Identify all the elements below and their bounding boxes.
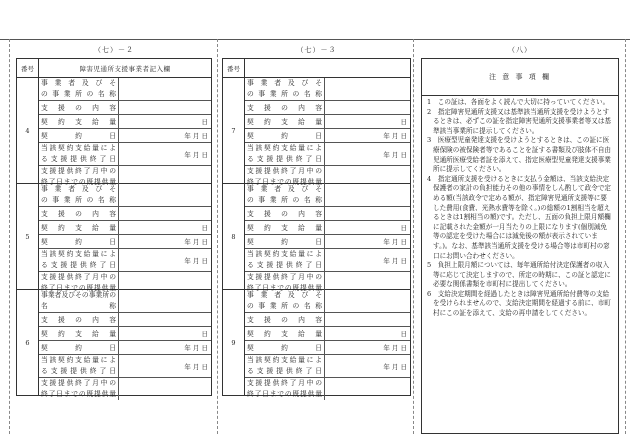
field-label-line: る 支 援 提 供 終 了 日	[247, 367, 322, 375]
entry-number: 8	[223, 184, 245, 289]
entry-fields	[245, 184, 410, 292]
field-value[interactable]	[119, 290, 211, 312]
field-value[interactable]	[119, 313, 211, 326]
field-value[interactable]	[325, 290, 410, 312]
form-field	[39, 235, 211, 249]
form-field	[39, 221, 211, 235]
field-label-line: る 支 援 提 供 終 了 日	[247, 261, 322, 269]
field-label-line: 契 約 支 給 量	[247, 224, 322, 232]
field-label-line: の 事 業 所 の 名 称	[247, 90, 322, 98]
field-label	[39, 115, 119, 128]
field-label-line: 支 援 の 内 容	[247, 316, 322, 324]
field-label-line: 支援提供終了月中の	[41, 167, 116, 175]
form-field	[39, 184, 211, 207]
note-item: 5 負担上限月額については、毎年通所給付決定保護者の収入等に応じて決定しますので、所定の時期に、この証と認定に必要な関係書類を市町村に提出してください。	[427, 261, 611, 289]
note-item: 2 指定障害児通所支援又は基準該当通所支援を受けようとするときは、必ずこの証を指定障害児通所支援事業者等又は基準該当事業所に提示してください。	[427, 107, 612, 135]
field-label	[245, 115, 325, 128]
field-label	[39, 355, 119, 377]
field-label-line: 事 業 者 及 び そ	[247, 79, 322, 87]
field-label-line: 事 業 者 及 び そ	[41, 185, 116, 193]
form-field	[245, 249, 410, 272]
field-label	[39, 78, 119, 100]
field-label-line: 支 援 の 内 容	[41, 104, 116, 112]
cut-line-far-right	[625, 39, 626, 434]
field-label-line: 支 援 の 内 容	[247, 210, 322, 218]
entry-block	[223, 78, 410, 184]
field-label-line: 支援提供終了月中の	[247, 167, 322, 175]
cut-line-right	[413, 39, 414, 434]
form-field	[39, 78, 211, 101]
notes-panel	[421, 58, 619, 434]
field-value[interactable]: 年 月 日	[184, 344, 208, 352]
field-value[interactable]: 年 月 日	[184, 362, 208, 371]
provider-entry-header	[245, 59, 410, 77]
field-value[interactable]: 年 月 日	[383, 362, 407, 371]
field-label	[39, 378, 119, 400]
field-label-line: 当該契約支給量によ	[41, 356, 116, 364]
form-field	[39, 143, 211, 166]
field-label	[39, 290, 119, 312]
form-field	[245, 143, 410, 166]
field-label	[39, 101, 119, 114]
field-value[interactable]: 年 月 日	[184, 132, 208, 140]
form-field	[39, 115, 211, 129]
field-label-line: 契 約 日	[247, 238, 322, 246]
field-label-line: 事 業 者 及 び そ	[247, 185, 322, 193]
form-panel-7-2	[16, 58, 212, 396]
header-row	[17, 59, 211, 78]
field-value[interactable]: 年 月 日	[383, 150, 407, 159]
field-label-line: 契 約 日	[247, 132, 322, 140]
field-label	[39, 207, 119, 220]
field-label-line: 事 業 者 及 び そ	[247, 291, 322, 299]
field-value[interactable]	[325, 313, 410, 326]
field-label-line: 支援提供終了月中の	[247, 273, 322, 281]
entry-block	[17, 184, 211, 290]
field-label	[245, 378, 325, 400]
field-label	[245, 101, 325, 114]
field-value[interactable]: 日	[400, 224, 407, 232]
field-label-line: 事 業 者 及 び そ	[41, 79, 116, 87]
form-field	[245, 313, 410, 327]
field-label-line: る 支 援 提 供 終 了 日	[41, 261, 116, 269]
field-label-line: 契 約 日	[247, 344, 322, 352]
note-item: 1 この証は、各面をよく読んで大切に持っていてください。	[427, 98, 610, 106]
field-value[interactable]: 年 月 日	[184, 150, 208, 159]
field-value[interactable]	[119, 207, 211, 220]
field-value[interactable]	[325, 378, 410, 400]
notes-title: （八）	[508, 46, 532, 54]
field-label-line: 契 約 日	[41, 238, 116, 246]
field-value[interactable]: 日	[400, 330, 407, 338]
field-value[interactable]	[325, 78, 410, 100]
field-label	[39, 249, 119, 271]
form-field	[245, 327, 410, 341]
provider-entry-header: 障害児通所支援事業者記入欄	[79, 64, 171, 73]
field-label-line: 支援提供終了月中の	[41, 273, 116, 281]
field-label-line: の 事 業 所 の 名 称	[41, 196, 116, 204]
field-label-line: の 事 業 所 の 名 称	[247, 302, 322, 310]
cut-line-mid	[217, 39, 218, 434]
form-field	[245, 290, 410, 313]
field-label-line: 契 約 支 給 量	[41, 330, 116, 338]
field-label	[245, 290, 325, 312]
note-item: 4 指定通所支援を受けるときに支払う金額は、当該支給決定保護者の家計の負担能力その他の事情をしん酌して政令で定める額(当該政令で定める額が、指定障害児通所支援等に要した費用(食費、光熱水費等を除く。)の総額の1割相当を超えるときは1割相当の額)です。ただし、五面の負担上限月額欄に記載された金額が一月当たりの上限になります(個別減免等の認定を受けた場合には減免後の額が表示されています。)。なお、基準該当通所支援を受ける場合等は市町村の窓口にお問い合わせください。	[427, 174, 612, 260]
form-field	[245, 115, 410, 129]
field-label-line: 契 約 支 給 量	[41, 118, 116, 126]
field-label	[39, 143, 119, 165]
form-field	[245, 341, 410, 355]
form-field	[245, 221, 410, 235]
field-label	[39, 221, 119, 234]
field-label-line: 終了日までの既提供量	[247, 284, 322, 292]
number-header: 番号	[17, 59, 39, 77]
field-label-line: 当該契約支給量によ	[247, 250, 322, 258]
entry-fields	[39, 290, 211, 398]
form-field	[245, 207, 410, 221]
form-field	[39, 378, 211, 400]
entry-block	[223, 290, 410, 398]
field-label	[39, 313, 119, 326]
entry-fields	[245, 290, 410, 398]
field-label	[39, 129, 119, 142]
field-value[interactable]: 年 月 日	[383, 344, 407, 352]
field-label-line: 当該契約支給量によ	[247, 356, 322, 364]
field-label-line: 支 援 の 内 容	[247, 104, 322, 112]
field-label	[39, 184, 119, 206]
field-label-line: 契 約 支 給 量	[247, 330, 322, 338]
field-value[interactable]	[325, 184, 410, 206]
field-label	[39, 327, 119, 340]
field-label	[245, 355, 325, 377]
field-label	[245, 184, 325, 206]
field-label-line: 支援提供終了月中の	[41, 379, 116, 387]
entry-number: 7	[223, 78, 245, 183]
cut-line-left	[9, 39, 10, 434]
entry-fields	[39, 78, 211, 186]
form-field	[39, 327, 211, 341]
form-field	[39, 355, 211, 378]
field-label-line: 契 約 支 給 量	[41, 224, 116, 232]
form-field	[39, 290, 211, 313]
note-item: 6 支給決定期間を経過したときは障害児通所給付費等の支給を受けられませんので、支給決定期間を経過する前に、市町村にこの証を添えて、支給の再申請をしてください。	[427, 289, 611, 318]
field-label	[245, 249, 325, 271]
field-label-line: る 支 援 提 供 終 了 日	[247, 155, 322, 163]
field-label	[39, 235, 119, 248]
field-value[interactable]: 年 月 日	[383, 132, 407, 140]
field-label	[245, 129, 325, 142]
field-label-line: 契 約 日	[41, 132, 116, 140]
page-top-edge	[0, 39, 630, 40]
form-field	[245, 378, 410, 400]
form-panel-7-3	[222, 58, 411, 396]
panel-title-7-3: （七）－３	[296, 46, 337, 54]
field-value[interactable]: 年 月 日	[184, 256, 208, 265]
field-value[interactable]	[325, 101, 410, 114]
field-label-line: 契 約 日	[41, 344, 116, 352]
field-label	[39, 341, 119, 354]
form-field	[39, 207, 211, 221]
entry-block	[223, 184, 410, 290]
field-label	[245, 143, 325, 165]
field-label	[245, 221, 325, 234]
field-label-line: る 支 援 提 供 終 了 日	[41, 367, 116, 375]
form-field	[245, 101, 410, 115]
field-value[interactable]	[119, 78, 211, 100]
entry-number: 5	[17, 184, 39, 289]
entry-fields	[39, 184, 211, 292]
field-value[interactable]: 日	[201, 330, 208, 338]
form-field	[39, 129, 211, 143]
field-label-line: る 支 援 提 供 終 了 日	[41, 155, 116, 163]
entry-fields	[245, 78, 410, 186]
notes-heading: 注 意 事 項 欄	[422, 59, 618, 96]
field-value[interactable]: 日	[201, 224, 208, 232]
form-field	[39, 341, 211, 355]
notes-body	[422, 96, 618, 319]
form-field	[245, 129, 410, 143]
field-label-line: 終了日までの既提供量	[247, 390, 322, 398]
field-label	[245, 341, 325, 354]
field-label-line: 名 称	[41, 302, 116, 310]
field-label	[245, 78, 325, 100]
field-label-line: 当該契約支給量によ	[41, 144, 116, 152]
field-label	[245, 235, 325, 248]
entry-block	[17, 290, 211, 398]
field-label-line: 終了日までの既提供量	[41, 178, 116, 186]
field-label-line: 当該契約支給量によ	[41, 250, 116, 258]
field-value[interactable]: 日	[400, 118, 407, 126]
field-label	[245, 327, 325, 340]
field-label-line: 支援提供終了月中の	[247, 379, 322, 387]
field-value[interactable]: 年 月 日	[184, 238, 208, 246]
field-label-line: の 事 業 所 の 名 称	[247, 196, 322, 204]
form-field	[39, 313, 211, 327]
form-field	[39, 101, 211, 115]
field-label-line: 終了日までの既提供量	[41, 390, 116, 398]
field-label-line: 終了日までの既提供量	[41, 284, 116, 292]
field-value[interactable]	[119, 184, 211, 206]
form-field	[245, 184, 410, 207]
field-label-line: の 事 業 所 の 名 称	[41, 90, 116, 98]
entry-block	[17, 78, 211, 184]
field-value[interactable]: 年 月 日	[383, 256, 407, 265]
form-field	[245, 235, 410, 249]
field-label	[245, 313, 325, 326]
number-header: 番号	[223, 59, 245, 77]
note-item: 3 医療型児童発達支援を受けようとするときは、この証に医療保険の被保険者等であることを証する書類及び肢体不自由児通所医療受給者証を添えて、指定医療型児童発達支援事業所に提示してください。	[427, 136, 612, 174]
field-value[interactable]	[325, 207, 410, 220]
field-value[interactable]: 年 月 日	[383, 238, 407, 246]
field-label-line: 終了日までの既提供量	[247, 178, 322, 186]
form-field	[245, 78, 410, 101]
field-value[interactable]	[119, 101, 211, 114]
field-value[interactable]	[119, 378, 211, 400]
entry-number: 6	[17, 290, 39, 395]
entry-number: 9	[223, 290, 245, 395]
header-row	[223, 59, 410, 78]
field-value[interactable]: 日	[201, 118, 208, 126]
field-label-line: 契 約 支 給 量	[247, 118, 322, 126]
field-label-line: 支 援 の 内 容	[41, 210, 116, 218]
form-field	[245, 355, 410, 378]
field-label-line: 事業者及びその事業所の	[41, 291, 116, 299]
field-label-line: 当該契約支給量によ	[247, 144, 322, 152]
form-field	[39, 249, 211, 272]
entry-number: 4	[17, 78, 39, 183]
panel-title-7-2: （七）－２	[94, 46, 134, 54]
field-label	[245, 207, 325, 220]
field-label-line: 支 援 の 内 容	[41, 316, 116, 324]
